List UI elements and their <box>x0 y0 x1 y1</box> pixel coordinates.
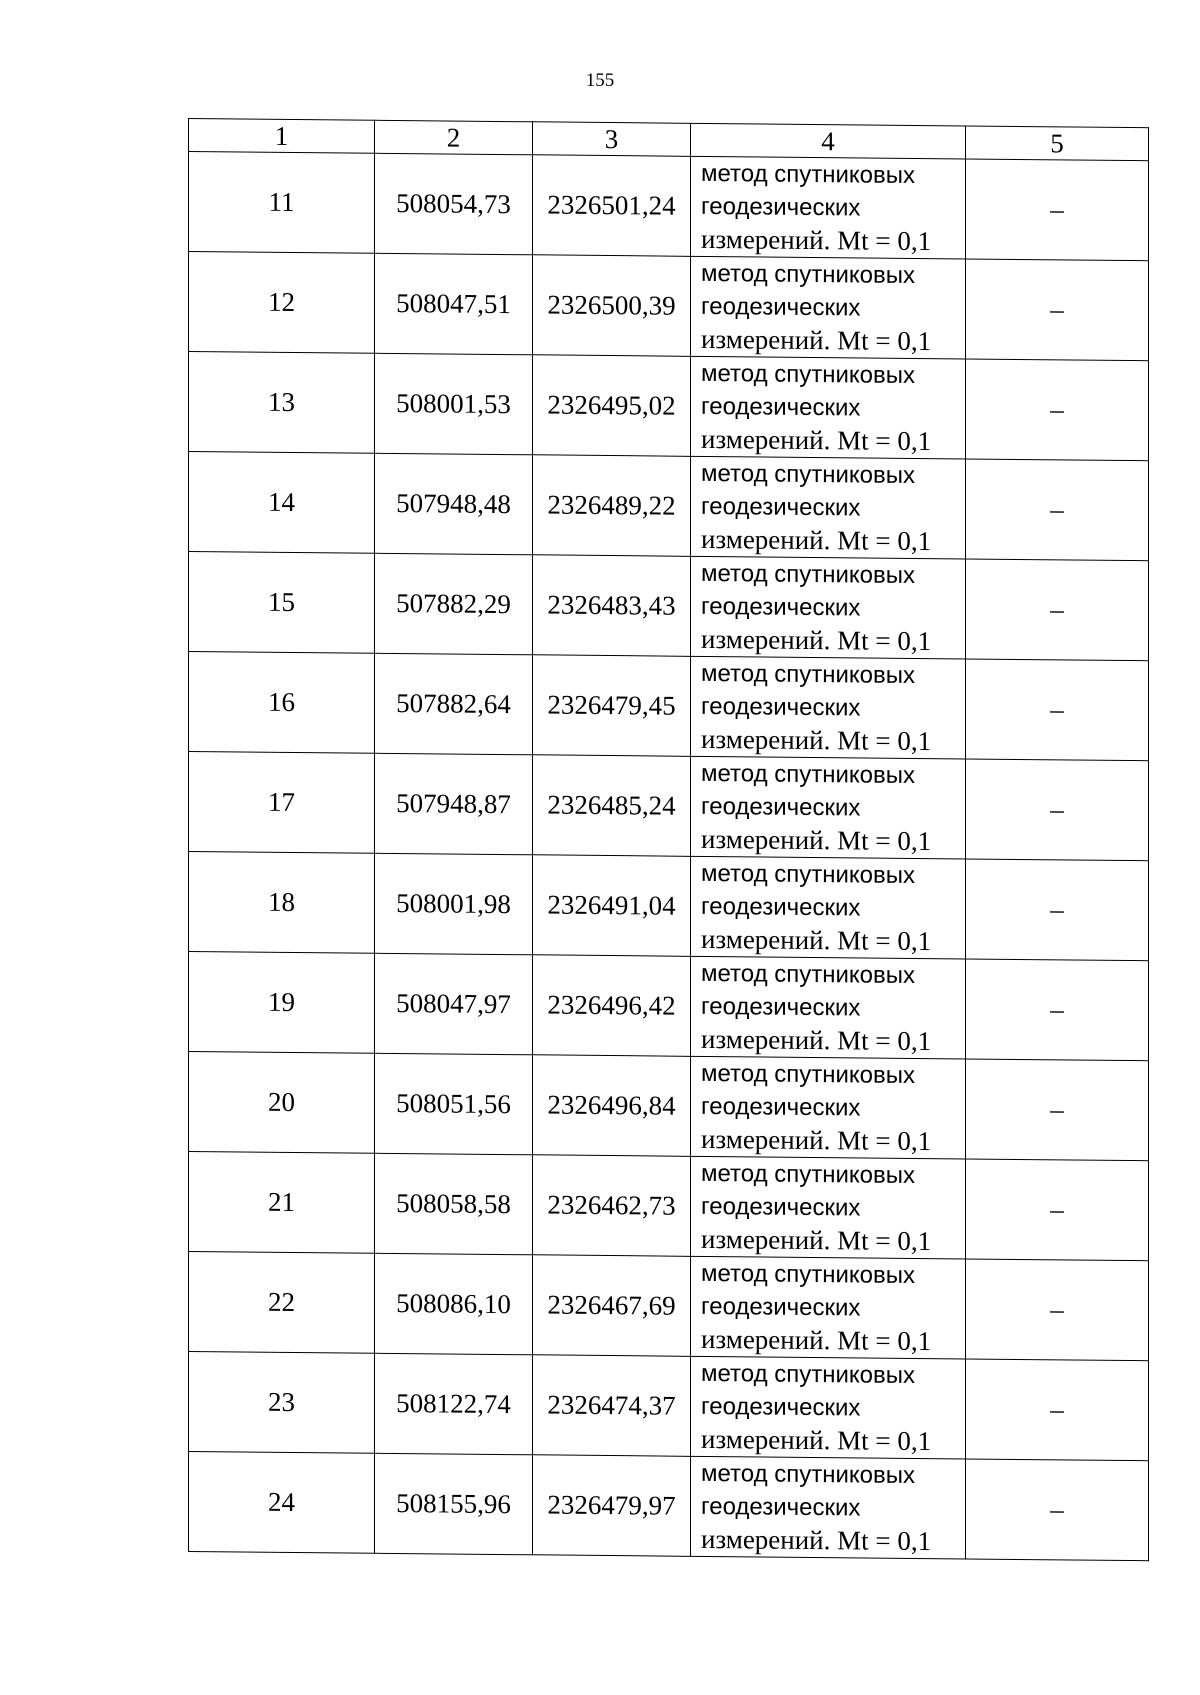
note-cell: – <box>966 259 1149 361</box>
method-line: метод спутниковых <box>701 659 916 689</box>
table-row <box>189 1252 1149 1361</box>
point-number-cell: 15 <box>189 552 375 654</box>
page-number: 155 <box>585 70 615 91</box>
y-coordinate-cell: 2326462,73 <box>533 1155 691 1257</box>
method-line: геодезических <box>701 592 861 622</box>
x-coordinate-cell: 508122,74 <box>375 1353 533 1455</box>
y-coordinate-cell: 2326496,84 <box>533 1055 691 1157</box>
point-number-cell: 22 <box>189 1252 375 1354</box>
point-number-cell: 12 <box>189 252 375 354</box>
method-cell <box>691 156 966 259</box>
note-cell: – <box>966 459 1149 561</box>
note-cell: – <box>966 1059 1149 1161</box>
method-line: измерений. Mt = 0,1 <box>701 923 932 957</box>
note-cell: – <box>966 1259 1149 1361</box>
table-row <box>189 1152 1149 1261</box>
x-coordinate-cell: 507882,64 <box>375 653 533 755</box>
y-coordinate-cell: 2326495,02 <box>533 355 691 457</box>
table-row <box>189 552 1149 661</box>
y-coordinate-cell: 2326489,22 <box>533 455 691 557</box>
table-row <box>189 1052 1149 1161</box>
point-number-cell: 14 <box>189 452 375 554</box>
column-header: 2 <box>375 120 533 155</box>
x-coordinate-cell: 508054,73 <box>375 153 533 255</box>
table-row <box>189 852 1149 961</box>
method-line: измерений. Mt = 0,1 <box>701 1023 932 1057</box>
y-coordinate-cell: 2326474,37 <box>533 1355 691 1457</box>
method-line: метод спутниковых <box>701 859 916 889</box>
y-coordinate-cell: 2326479,97 <box>533 1455 691 1557</box>
method-cell <box>691 556 966 659</box>
method-line: геодезических <box>701 992 861 1022</box>
method-line: измерений. Mt = 0,1 <box>701 523 932 557</box>
note-cell: – <box>966 1459 1149 1561</box>
note-cell: – <box>966 159 1149 261</box>
method-line: геодезических <box>701 692 861 722</box>
y-coordinate-cell: 2326496,42 <box>533 955 691 1057</box>
y-coordinate-cell: 2326483,43 <box>533 555 691 657</box>
method-line: метод спутниковых <box>701 459 916 489</box>
table-row <box>189 152 1149 261</box>
note-cell: – <box>966 559 1149 661</box>
x-coordinate-cell: 508001,53 <box>375 353 533 455</box>
method-line: измерений. Mt = 0,1 <box>701 323 932 357</box>
x-coordinate-cell: 507948,87 <box>375 753 533 855</box>
method-line: метод спутниковых <box>701 759 916 789</box>
method-line: измерений. Mt = 0,1 <box>701 1123 932 1157</box>
point-number-cell: 20 <box>189 1052 375 1154</box>
method-line: геодезических <box>701 1492 861 1522</box>
method-line: метод спутниковых <box>701 1459 916 1489</box>
method-line: метод спутниковых <box>701 1059 916 1089</box>
x-coordinate-cell: 507948,48 <box>375 453 533 555</box>
point-number-cell: 13 <box>189 352 375 454</box>
method-line: метод спутниковых <box>701 159 916 189</box>
method-line: измерений. Mt = 0,1 <box>701 1523 932 1557</box>
method-line: измерений. Mt = 0,1 <box>701 1423 932 1457</box>
table-row <box>189 1452 1149 1561</box>
method-line: геодезических <box>701 492 861 522</box>
method-line: метод спутниковых <box>701 1159 916 1189</box>
point-number-cell: 24 <box>189 1452 375 1554</box>
point-number-cell: 17 <box>189 752 375 854</box>
method-cell <box>691 1056 966 1159</box>
method-cell <box>691 256 966 359</box>
x-coordinate-cell: 508047,51 <box>375 253 533 355</box>
method-line: измерений. Mt = 0,1 <box>701 1223 932 1257</box>
method-line: геодезических <box>701 1192 861 1222</box>
method-line: метод спутниковых <box>701 259 916 289</box>
method-line: геодезических <box>701 1392 861 1422</box>
point-number-cell: 19 <box>189 952 375 1054</box>
method-cell <box>691 1456 966 1559</box>
coordinates-table <box>188 118 1149 1561</box>
y-coordinate-cell: 2326485,24 <box>533 755 691 857</box>
method-line: геодезических <box>701 1092 861 1122</box>
note-cell: – <box>966 859 1149 961</box>
table-row <box>189 352 1149 461</box>
point-number-cell: 21 <box>189 1152 375 1254</box>
method-cell <box>691 1356 966 1459</box>
method-line: геодезических <box>701 792 861 822</box>
method-line: метод спутниковых <box>701 359 916 389</box>
method-line: метод спутниковых <box>701 959 916 989</box>
x-coordinate-cell: 508001,98 <box>375 853 533 955</box>
table-row <box>189 652 1149 761</box>
method-line: метод спутниковых <box>701 1259 916 1289</box>
method-line: геодезических <box>701 192 861 222</box>
x-coordinate-cell: 508086,10 <box>375 1253 533 1355</box>
point-number-cell: 18 <box>189 852 375 954</box>
column-header: 3 <box>533 122 691 157</box>
y-coordinate-cell: 2326479,45 <box>533 655 691 757</box>
method-cell <box>691 756 966 859</box>
method-line: измерений. Mt = 0,1 <box>701 723 932 757</box>
method-cell <box>691 356 966 459</box>
method-cell <box>691 1156 966 1259</box>
x-coordinate-cell: 508058,58 <box>375 1153 533 1255</box>
table-row <box>189 252 1149 361</box>
note-cell: – <box>966 659 1149 761</box>
table-row <box>189 952 1149 1061</box>
method-line: измерений. Mt = 0,1 <box>701 623 932 657</box>
method-cell <box>691 856 966 959</box>
y-coordinate-cell: 2326500,39 <box>533 255 691 357</box>
y-coordinate-cell: 2326467,69 <box>533 1255 691 1357</box>
column-header: 1 <box>189 119 375 154</box>
table-body <box>189 152 1149 1561</box>
table-row <box>189 752 1149 861</box>
method-cell <box>691 456 966 559</box>
method-line: измерений. Mt = 0,1 <box>701 823 932 857</box>
table-row <box>189 1352 1149 1461</box>
method-line: измерений. Mt = 0,1 <box>701 223 932 257</box>
y-coordinate-cell: 2326501,24 <box>533 155 691 257</box>
y-coordinate-cell: 2326491,04 <box>533 855 691 957</box>
column-header: 5 <box>966 126 1149 161</box>
point-number-cell: 23 <box>189 1352 375 1454</box>
x-coordinate-cell: 507882,29 <box>375 553 533 655</box>
method-cell <box>691 1256 966 1359</box>
method-line: геодезических <box>701 892 861 922</box>
x-coordinate-cell: 508051,56 <box>375 1053 533 1155</box>
table-row <box>189 452 1149 561</box>
method-line: метод спутниковых <box>701 559 916 589</box>
note-cell: – <box>966 959 1149 1061</box>
method-line: измерений. Mt = 0,1 <box>701 423 932 457</box>
method-line: метод спутниковых <box>701 1359 916 1389</box>
method-line: измерений. Mt = 0,1 <box>701 1323 932 1357</box>
note-cell: – <box>966 1159 1149 1261</box>
method-line: геодезических <box>701 292 861 322</box>
x-coordinate-cell: 508155,96 <box>375 1453 533 1555</box>
x-coordinate-cell: 508047,97 <box>375 953 533 1055</box>
note-cell: – <box>966 1359 1149 1461</box>
method-cell <box>691 956 966 1059</box>
column-header: 4 <box>691 123 966 159</box>
point-number-cell: 16 <box>189 652 375 754</box>
note-cell: – <box>966 359 1149 461</box>
note-cell: – <box>966 759 1149 861</box>
method-line: геодезических <box>701 1292 861 1322</box>
point-number-cell: 11 <box>189 152 375 254</box>
method-cell <box>691 656 966 759</box>
method-line: геодезических <box>701 392 861 422</box>
